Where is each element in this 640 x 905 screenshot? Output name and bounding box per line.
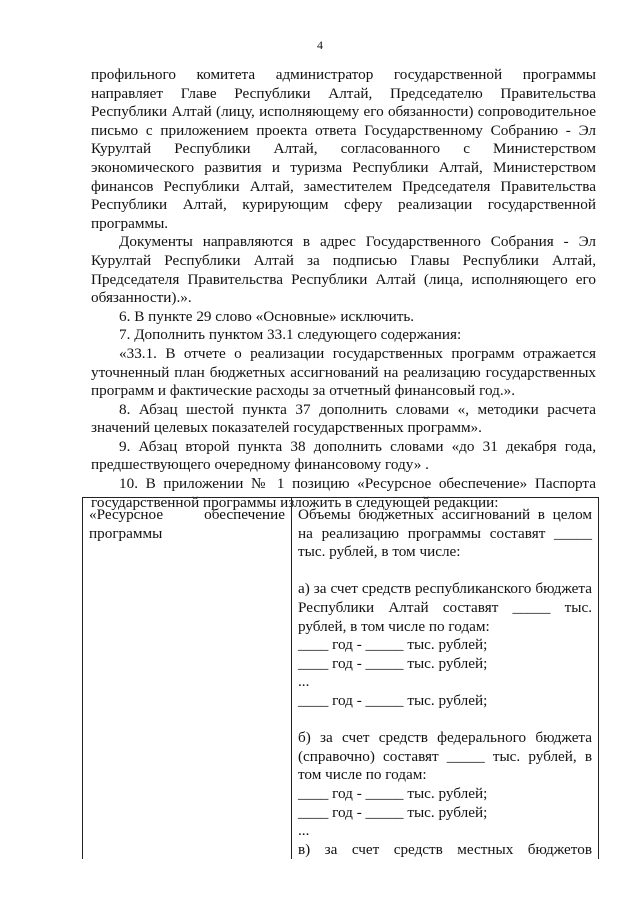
ellipsis: ... xyxy=(298,673,310,691)
page-number: 4 xyxy=(317,38,323,52)
section-b-text: б) за счет средств федерального бюджета (справочно) составят _____ тыс. рублей, в том числе по годам: xyxy=(298,729,592,784)
resource-value-cell xyxy=(292,498,599,860)
table-row xyxy=(83,498,599,860)
section-a-text: а) за счет средств республиканского бюджета Республики Алтай составят _____ тыс. рублей, в том числе по годам: xyxy=(298,580,592,635)
paragraph-documents: Документы направляются в адрес Государственного Собрания - Эл Курултай Республики Алтай за подписью Главы Республики Алтай, Председателя Правительства Республики Алтай (лица, исполняющего его обязанности).». xyxy=(91,233,596,307)
resource-intro: Объемы бюджетных ассигнований в целом на реализацию программы составят _____ тыс. рублей, в том числе: xyxy=(298,506,592,561)
paragraph-item-7: 7. Дополнить пунктом 33.1 следующего содержания: xyxy=(119,326,462,344)
resource-label: «Ресурсное обеспечение программы xyxy=(89,506,285,542)
paragraph-item-6: 6. В пункте 29 слово «Основные» исключить. xyxy=(119,307,415,325)
paragraph-item-9: 9. Абзац второй пункта 38 дополнить словами «до 31 декабря года, предшествующего очередному финансовому году» . xyxy=(91,437,596,474)
year-line: ____ год - _____ тыс. рублей; xyxy=(298,691,488,709)
year-line: ____ год - _____ тыс. рублей; xyxy=(298,784,488,802)
resource-label-cell xyxy=(83,498,292,860)
ellipsis: ... xyxy=(298,822,310,840)
resource-table xyxy=(82,497,599,859)
spacer xyxy=(298,711,592,730)
document-body xyxy=(91,66,596,512)
paragraph-item-10: 10. В приложении № 1 позицию «Ресурсное обеспечение» Паспорта государственной программы изложить в следующей редакции: xyxy=(91,475,596,511)
year-line: ____ год - _____ тыс. рублей; xyxy=(298,636,488,654)
paragraph-continuation: профильного комитета администратор государственной программы направляет Главе Республики Алтай, Председателю Правительства Республики Алтай (лицу, исполняющему его обязанности) сопроводительное письмо с приложением проекта ответа Государственному Собранию - Эл Курултай Республики Алтай, согласованного с Министерством экономического развития и туризма Республики Алтай, Министерством финансов Республики Алтай, заместителем Председателя Правительства Республики Алтай, курирующим сферу реализации государственной программы. xyxy=(91,66,596,232)
paragraph-item-8: 8. Абзац шестой пункта 37 дополнить словами «, методики расчета значений целевых показателей государственных программ». xyxy=(91,400,596,437)
spacer xyxy=(298,562,592,581)
year-line: ____ год - _____ тыс. рублей; xyxy=(298,654,488,672)
section-c-text: в) за счет средств местных бюджетов xyxy=(298,840,592,858)
year-line: ____ год - _____ тыс. рублей; xyxy=(298,803,488,821)
paragraph-33-1: «33.1. В отчете о реализации государственных программ отражается уточненный план бюджетных ассигнований на реализацию государственных программ и фактические расходы за отчетный финансовый год.». xyxy=(91,344,596,400)
